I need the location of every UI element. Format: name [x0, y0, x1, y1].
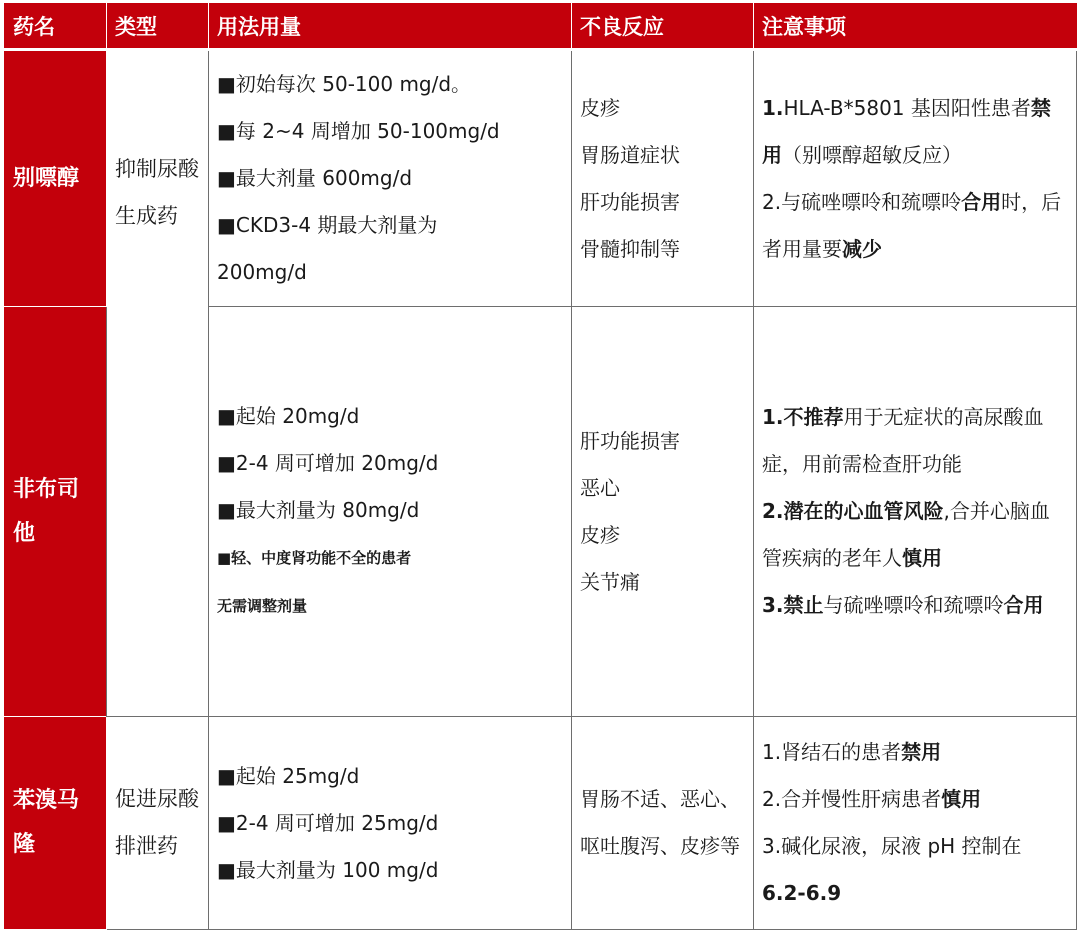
adverse-cell [572, 307, 754, 717]
dosage-line: ■2-4 周可增加 25mg/d [217, 810, 439, 835]
drug-type [107, 50, 209, 717]
note-emphasis: 禁用 [901, 740, 942, 764]
uric-acid-drug-table [4, 3, 1077, 930]
note-text: HLA-B*5801 基因阳性患者 [783, 95, 1031, 120]
adverse-cell [572, 50, 754, 307]
note-item [762, 394, 1068, 488]
note-text: 2.与硫唑嘌呤和巯嘌呤 [762, 189, 962, 214]
note-text: 用于无症状的高尿酸血症，用前需检查肝功能 [762, 405, 1044, 476]
note-emphasis: 1.不推荐 [762, 405, 844, 429]
note-emphasis: 慎用 [902, 546, 942, 570]
adverse-line: 肝功能损害 [580, 428, 680, 453]
adverse-line: 恶心 [580, 475, 620, 500]
note-item [762, 488, 1068, 582]
note-text: 1.肾结石的患者 [762, 740, 902, 764]
note-text: 2.合并慢性肝病患者 [762, 787, 942, 811]
dosage-line: ■初始每次 50-100 mg/d。 [217, 72, 472, 96]
note-item [762, 582, 1068, 629]
dosage-line: ■最大剂量为 100 mg/d [217, 857, 439, 882]
note-text: ,合并心脑血管疾病的老年人 [762, 499, 1050, 570]
note-emphasis: 合用 [961, 189, 1002, 214]
dosage-line: 无需调整剂量 [217, 597, 308, 615]
drug-type-label: 促进尿酸排泄药 [115, 787, 199, 858]
header-row [5, 4, 1077, 50]
header-type: 类型 [107, 4, 209, 50]
dosage-line: 200mg/d [217, 260, 307, 284]
dosage-cell [209, 717, 572, 930]
note-number: 1. [762, 95, 784, 120]
dosage-line: ■最大剂量为 80mg/d [217, 498, 420, 522]
note-item [762, 823, 1068, 917]
note-text: （别嘌醇超敏反应） [782, 142, 962, 167]
adverse-line: 胃肠道症状 [580, 142, 680, 167]
note-item [762, 776, 1068, 823]
note-text: 时，后者用量要 [762, 189, 1062, 261]
notes-cell [754, 307, 1077, 717]
dosage-line: ■起始 25mg/d [217, 763, 360, 788]
note-item [762, 729, 1068, 776]
note-emphasis: 慎用 [941, 787, 982, 811]
adverse-line: 皮疹 [580, 522, 620, 547]
table-row [5, 717, 1077, 930]
note-emphasis: 2.潜在的 [762, 499, 844, 523]
table-row [5, 50, 1077, 307]
dosage-line: ■起始 20mg/d [217, 404, 360, 428]
dosage-line: ■最大剂量 600mg/d [217, 166, 413, 190]
header-dosage: 用法用量 [209, 4, 572, 50]
note-emphasis: 心血管风险 [843, 499, 944, 523]
drug-type-label: 抑制尿酸生成药 [115, 156, 199, 228]
notes-cell [754, 50, 1077, 307]
dosage-line: ■CKD3-4 期最大剂量为 [217, 213, 438, 237]
note-item [762, 85, 1068, 179]
adverse-line: 肝功能损害 [580, 189, 680, 214]
note-emphasis: 禁用 [762, 95, 1051, 167]
note-emphasis: 合用 [1003, 593, 1044, 617]
note-emphasis: 减少 [842, 236, 882, 261]
note-emphasis: 3.禁止 [762, 593, 824, 617]
adverse-line: 关节痛 [580, 569, 640, 594]
dosage-line: ■2-4 周可增加 20mg/d [217, 451, 439, 475]
adverse-line: 胃肠不适、恶心、呕吐腹泻、皮疹等 [580, 787, 740, 858]
drug-type [107, 717, 209, 930]
header-notes: 注意事项 [754, 4, 1077, 50]
adverse-cell [572, 717, 754, 930]
note-text: 3.碱化尿液，尿液 pH 控制在 [762, 834, 1022, 858]
drug-name: 非布司他 [5, 307, 107, 717]
header-adverse: 不良反应 [572, 4, 754, 50]
dosage-line: ■轻、中度肾功能不全的患者 [217, 549, 412, 567]
dosage-cell [209, 307, 572, 717]
drug-table-wrapper [4, 3, 1076, 929]
drug-name: 别嘌醇 [5, 50, 107, 307]
note-item [762, 179, 1068, 273]
dosage-line: ■每 2~4 周增加 50-100mg/d [217, 119, 500, 143]
adverse-line: 皮疹 [580, 95, 620, 120]
notes-cell [754, 717, 1077, 930]
header-name: 药名 [5, 4, 107, 50]
note-text: 与硫唑嘌呤和巯嘌呤 [823, 593, 1004, 617]
dosage-cell [209, 50, 572, 307]
note-emphasis: 6.2-6.9 [762, 881, 842, 905]
drug-name: 苯溴马隆 [5, 717, 107, 930]
adverse-line: 骨髓抑制等 [580, 236, 680, 261]
